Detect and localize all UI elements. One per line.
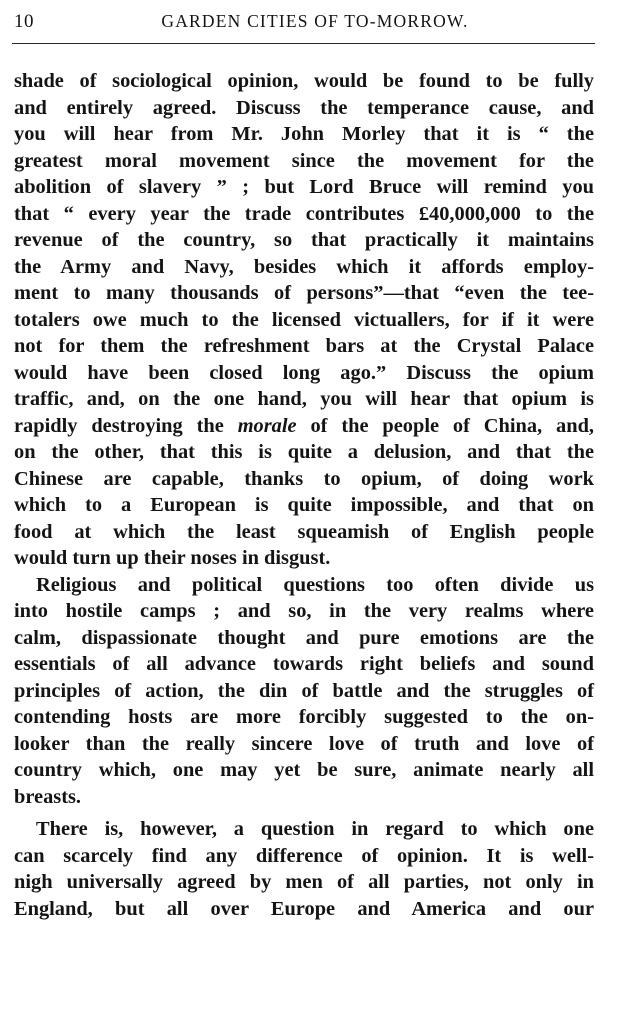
text-line: the Army and Navy, besides which it affords employ- bbox=[14, 255, 594, 278]
text-line: Chinese are capable, thanks to opium, of doing work bbox=[14, 467, 594, 490]
text-line: principles of action, the din of battle and the struggles of bbox=[14, 679, 594, 702]
text-line bbox=[14, 413, 594, 440]
text-line: greatest moral movement since the movement for the bbox=[14, 149, 594, 172]
text-line: which to a European is quite impossible, and that on bbox=[14, 494, 594, 516]
italic-word: morale bbox=[237, 414, 297, 437]
running-head bbox=[12, 4, 594, 34]
text-run: of the people of China, and, bbox=[296, 414, 595, 437]
text-line: abolition of slavery ” ; but Lord Bruce will remind you bbox=[14, 176, 594, 198]
header-rule bbox=[12, 43, 595, 44]
running-title: GARDEN CITIES OF TO-MORROW. bbox=[161, 11, 469, 31]
text-line: and entirely agreed. Discuss the temperance cause, and bbox=[14, 96, 594, 119]
text-line: looker than the really sincere love of truth and love of bbox=[14, 732, 594, 755]
text-line: into hostile camps ; and so, in the very realms where bbox=[14, 600, 594, 622]
text-line: There is, however, a question in regard to which one bbox=[36, 818, 594, 840]
text-line: that “ every year the trade contributes £40,000,000 to the bbox=[14, 202, 594, 225]
text-line: country which, one may yet be sure, animate nearly all bbox=[14, 759, 594, 781]
text-line: Religious and political questions too often divide us bbox=[36, 573, 594, 596]
text-line: can scarcely find any difference of opinion. It is well- bbox=[14, 844, 594, 867]
body-text bbox=[14, 68, 594, 922]
text-line: not for them the refreshment bars at the Crystal Palace bbox=[14, 335, 594, 357]
text-line: calm, dispassionate thought and pure emotions are the bbox=[14, 626, 594, 649]
text-line: totalers owe much to the licensed victuallers, for if it were bbox=[14, 308, 594, 331]
text-line: you will hear from Mr. John Morley that it is “ the bbox=[14, 123, 594, 145]
text-run: rapidly destroying the bbox=[14, 414, 224, 437]
text-line: contending hosts are more forcibly suggested to the on- bbox=[14, 706, 594, 728]
text-line: on the other, that this is quite a delusion, and that the bbox=[14, 441, 594, 463]
text-line: breasts. bbox=[14, 785, 82, 808]
text-line: ment to many thousands of persons”—that “even the tee- bbox=[14, 282, 594, 304]
text-line: nigh universally agreed by men of all parties, not only in bbox=[14, 871, 594, 893]
text-line: essentials of all advance towards right beliefs and sound bbox=[14, 653, 594, 675]
text-line: shade of sociological opinion, would be found to be fully bbox=[14, 70, 594, 92]
text-line: traffic, and, on the one hand, you will hear that opium is bbox=[14, 388, 594, 410]
text-line: would turn up their noses in disgust. bbox=[14, 547, 331, 569]
text-line: revenue of the country, so that practically it maintains bbox=[14, 229, 594, 251]
text-line: food at which the least squeamish of English people bbox=[14, 520, 594, 543]
text-line: England, but all over Europe and America and our bbox=[14, 897, 594, 920]
page-number: 10 bbox=[14, 11, 34, 32]
text-line: would have been closed long ago.” Discuss the opium bbox=[14, 361, 594, 384]
